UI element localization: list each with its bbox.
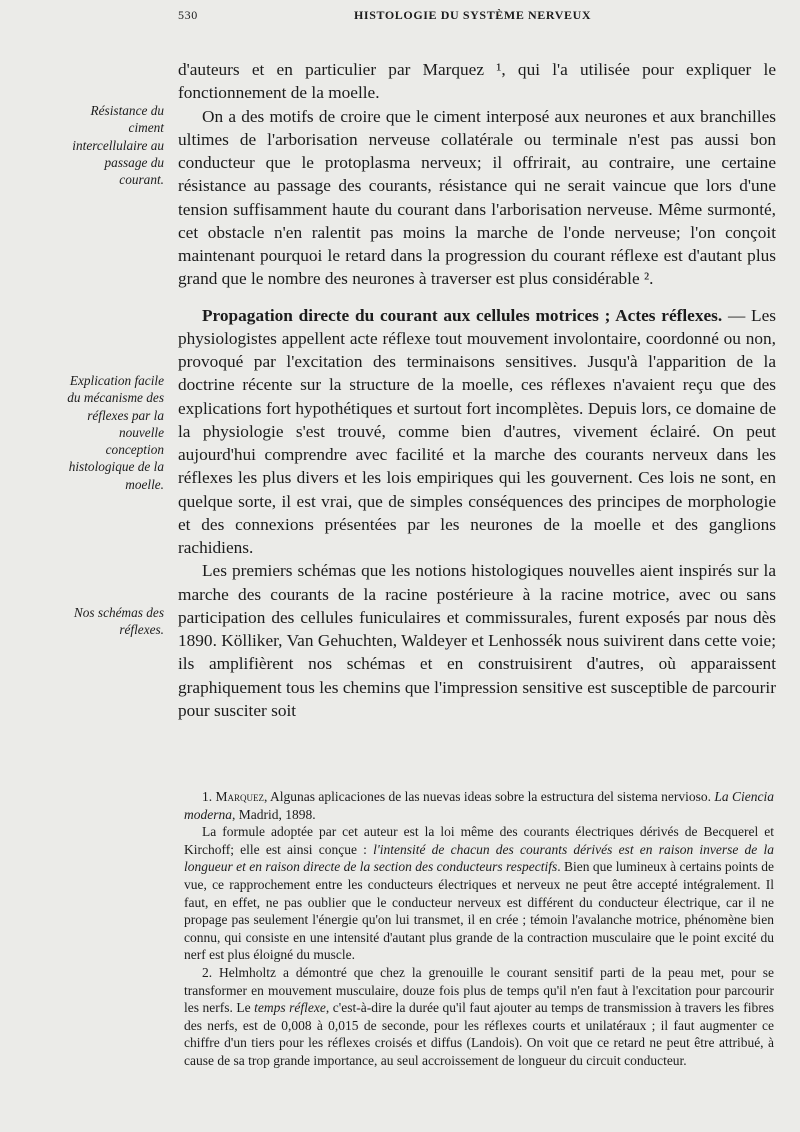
footnotes (184, 788, 774, 1070)
paragraph-reflexes (178, 304, 776, 560)
footnote-2 (184, 964, 774, 1070)
main-text (178, 58, 776, 722)
footnote-1b-formula: l'intensité de chacun des courants dérivés est en raison inverse de la longueur et en raison directe de la section des conducteurs respectifs (184, 841, 774, 875)
footnote-2-text-a: 2. Helmholtz a démontré que chez la grenouille le courant sensitif parti de la peau met, pour se transformer en mouvement musculaire, douze fois plus de temps qu'il n'en faut à l'excitation pour parcourir les nerfs. Le (184, 964, 774, 1016)
margin-note-schemas: Nos schémas des réflexes. (73, 605, 164, 638)
footnote-2-term: temps réflexe (254, 1000, 326, 1016)
footnote-1 (184, 788, 774, 823)
paragraph-continuation: d'auteurs et en particulier par Marquez ¹, qui l'a utilisée pour expliquer le fonctionnement de la moelle. (178, 60, 776, 103)
paragraph-reflexes-text: — Les physiologistes appellent acte réflexe tout mouvement involontaire, coordonné ou non, provoqué par l'excitation des terminaisons sensitives. Jusqu'à l'apparition de la doctrine récente sur la structure de la moelle, ces réflexes n'avaient reçu que des explications fort hypothétiques et surtout fort incomplètes. Depuis lors, ce domaine de la physiologie s'est trouvé, comme bien d'autres, vivement éclairé. On peut aujourd'hui comprendre avec facilité et la marche des courants nerveux dans les réflexes les plus divers et les lois empiriques qui les gouvernent. Ces lois ne sont, en quelque sorte, il est vrai, que de simples conséquences des principes de morphologie et des connexions présentées par les neurones de la moelle et des ganglions rachidiens. (178, 305, 776, 557)
footnote-1-journal: La Ciencia moderna (184, 789, 775, 822)
footnote-1-author: Marquez (215, 789, 265, 804)
running-title: HISTOLOGIE DU SYSTÈME NERVEUX (354, 8, 592, 22)
running-header (178, 8, 778, 36)
footnote-1b-text-b: . Bien que lumineux à certains points de vue, ce rapprochement entre les conducteurs électriques et nerveux ne peut être accepté intégralement. Il faut, en effet, ne pas oublier que le conducteur nerveux est différent du conducteur électrique, car il ne propage pas seulement l'énergie qu'on lui transmet, il en crée ; témoin l'avalanche motrice, phénomène bien connu, qui consiste en une intensité d'autant plus grande de la contraction musculaire que le point excité du nerf est plus éloigné du muscle. (184, 859, 775, 963)
footnote-1b-text-a: La formule adoptée par cet auteur est la loi même des courants électriques dérivés de Becquerel et Kirchoff; elle est ainsi conçue : (184, 824, 774, 857)
footnote-1-text: , Algunas aplicaciones de las nuevas ideas sobre la estructura del sistema nervioso. (264, 789, 715, 804)
footnote-1-number: 1. (202, 789, 213, 804)
paragraph-resistance: On a des motifs de croire que le ciment interposé aux neurones et aux branchilles ultimes de l'arborisation nerveuse collatérale ou terminale n'est pas aussi bon conducteur que le protoplasma nerveux; il offrirait, au contraire, une certaine résistance au passage des courants, résistance qui ne serait vaincue que lors d'une tension suffisamment haute du courant dans l'arborisation nerveuse. Même surmonté, cet obstacle n'en ralentit pas moins la marche de l'onde nerveuse; l'on conçoit maintenant pourquoi le retard dans la progression du courant réflexe est d'autant plus grand que le nombre des neurones à traverser est plus considérable ². (178, 106, 776, 289)
footnote-1-tail: , Madrid, 1898. (232, 806, 316, 822)
margin-note-resistance: Résistance du ciment intercellulaire au passage du courant. (72, 103, 164, 188)
section-title: Propagation directe du courant aux cellules motrices ; Actes réflexes. (202, 305, 723, 325)
footnote-2-text-b: , c'est-à-dire la durée qu'il faut ajouter au temps de transmission à travers les fibres des nerfs, est de 0,008 à 0,015 de seconde, pour les réflexes courts et unilatéraux ; il faut augmenter ce chiffre d'un tiers pour les réflexes croisés et diffus (Landois). On voit que ce retard ne peut être attribué, à cause de sa trop grande importance, au seul accroissement de longueur du circuit conducteur. (184, 1000, 774, 1068)
paragraph-schemas: Les premiers schémas que les notions histologiques nouvelles aient inspirés sur la marche des courants de la racine postérieure à la racine motrice, avec ou sans participation des cellules funiculaires et commissurales, furent exposés par nous dès 1890. Kölliker, Van Gehuchten, Waldeyer et Lenhossék nous suivirent dans cette voie; ils amplifièrent nos schémas et en construisirent d'autres, où apparaissent graphiquement tous les chemins que l'impression sensitive est susceptible de parcourir pour susciter soit (178, 561, 776, 720)
page-number: 530 (178, 8, 198, 22)
margin-note-explication: Explication facile du mécanisme des réflexes par la nouvelle conception histologique de la moelle. (67, 373, 164, 492)
footnote-1-continuation (184, 823, 774, 964)
